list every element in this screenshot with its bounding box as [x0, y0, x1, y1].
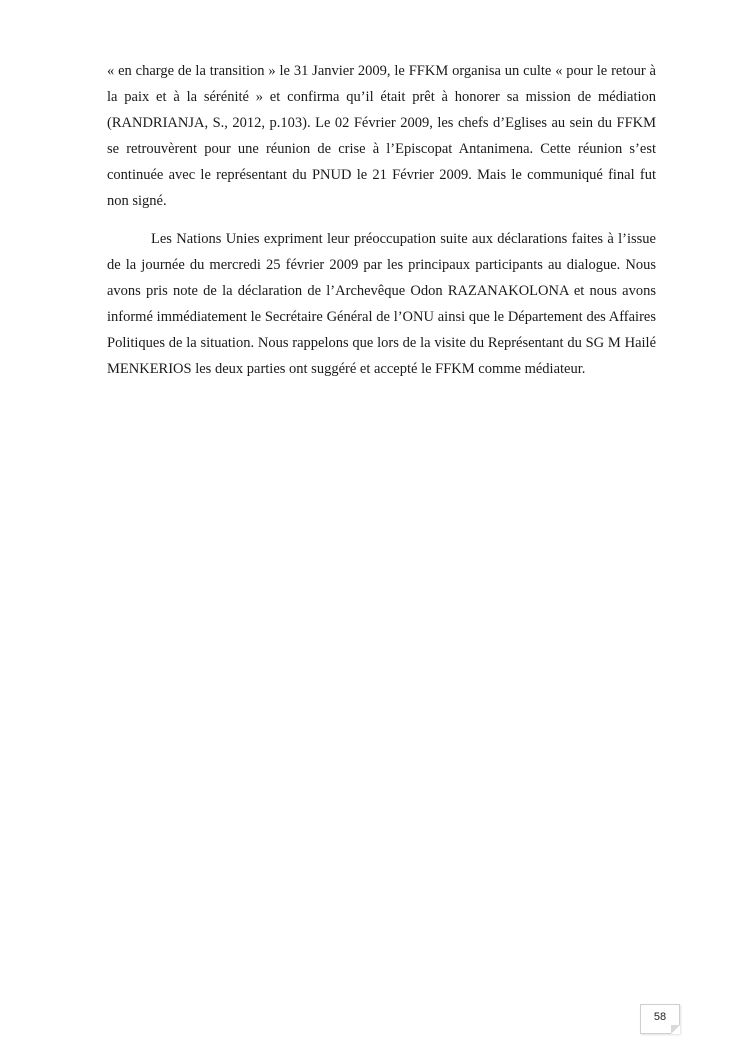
body-text — [107, 58, 656, 382]
page-curl-icon — [671, 1025, 680, 1034]
paragraph-ffkm-mediation: « en charge de la transition » le 31 Janvier 2009, le FFKM organisa un culte « pour le retour à la paix et à la sérénité » et confirma qu’il était prêt à honorer sa mission de médiation (RANDRIANJA, S., 2012, p.103). Le 02 Février 2009, les chefs d’Eglises au sein du FFKM se retrouvèrent pour une réunion de crise à l’Episcopat Antanimena. Cette réunion s’est continuée avec le représentant du PNUD le 21 Février 2009. Mais le communiqué final fut non signé. — [107, 63, 656, 209]
page-number: 58 — [653, 1011, 667, 1023]
page-number-badge — [640, 1004, 680, 1034]
paragraph-nations-unies: Les Nations Unies expriment leur préoccupation suite aux déclarations faites à l’issue de la journée du mercredi 25 février 2009 par les principaux participants au dialogue. Nous avons pris note de la déclaration de l’Archevêque Odon RAZANAKOLONA et nous avons informé immédiatement le Secrétaire Général de l’ONU ainsi que le Département des Affaires Politiques de la situation. Nous rappelons que lors de la visite du Représentant du SG M Hailé MENKERIOS les deux parties ont suggéré et accepté le FFKM comme médiateur. — [107, 231, 656, 377]
